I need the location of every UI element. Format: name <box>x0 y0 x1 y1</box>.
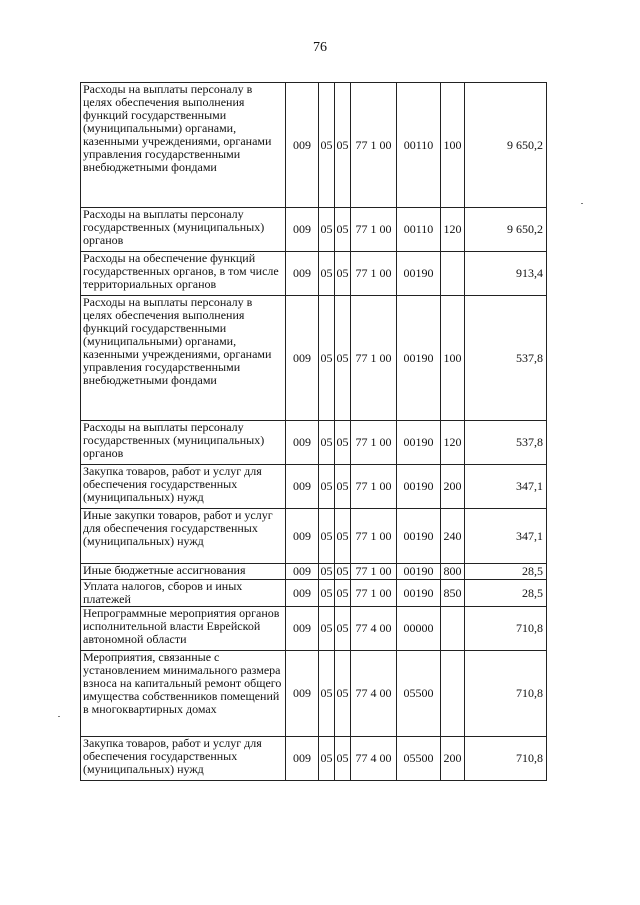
item-name-cell: Мероприятия, связанные с установлением минимального размера взноса на капитальный ремонт общего имущества собственников помещений в многоквартирных домах <box>81 651 286 737</box>
section-code-cell: 05 <box>319 252 335 296</box>
subsection-code-cell: 05 <box>335 296 351 421</box>
direction-code-cell: 00190 <box>397 465 441 509</box>
subsection-code-cell: 05 <box>335 83 351 208</box>
program-code-cell: 77 1 00 <box>351 564 397 580</box>
item-name-cell: Расходы на выплаты персоналу государственных (муниципальных) органов <box>81 421 286 465</box>
table-row <box>81 252 547 296</box>
ministry-code-cell: 009 <box>286 296 319 421</box>
amount-cell: 347,1 <box>465 509 547 564</box>
amount-cell: 347,1 <box>465 465 547 509</box>
expense-type-cell: 240 <box>441 509 465 564</box>
program-code-cell: 77 4 00 <box>351 737 397 781</box>
amount-cell: 9 650,2 <box>465 83 547 208</box>
ministry-code-cell: 009 <box>286 651 319 737</box>
subsection-code-cell: 05 <box>335 421 351 465</box>
amount-cell: 537,8 <box>465 296 547 421</box>
ministry-code-cell: 009 <box>286 580 319 607</box>
table-row <box>81 421 547 465</box>
item-name-cell: Непрограммные мероприятия органов исполнительной власти Еврейской автономной области <box>81 607 286 651</box>
amount-cell: 913,4 <box>465 252 547 296</box>
program-code-cell: 77 1 00 <box>351 465 397 509</box>
table-row <box>81 465 547 509</box>
program-code-cell: 77 1 00 <box>351 421 397 465</box>
item-name-cell: Закупка товаров, работ и услуг для обеспечения государственных (муниципальных) нужд <box>81 737 286 781</box>
program-code-cell: 77 1 00 <box>351 509 397 564</box>
subsection-code-cell: 05 <box>335 208 351 252</box>
ministry-code-cell: 009 <box>286 421 319 465</box>
ministry-code-cell: 009 <box>286 607 319 651</box>
expense-type-cell <box>441 607 465 651</box>
ministry-code-cell: 009 <box>286 737 319 781</box>
ministry-code-cell: 009 <box>286 465 319 509</box>
section-code-cell: 05 <box>319 83 335 208</box>
program-code-cell: 77 1 00 <box>351 296 397 421</box>
section-code-cell: 05 <box>319 607 335 651</box>
direction-code-cell: 00190 <box>397 509 441 564</box>
subsection-code-cell: 05 <box>335 607 351 651</box>
section-code-cell: 05 <box>319 651 335 737</box>
direction-code-cell: 00190 <box>397 580 441 607</box>
direction-code-cell: 00190 <box>397 564 441 580</box>
expense-type-cell: 200 <box>441 737 465 781</box>
expense-type-cell: 120 <box>441 208 465 252</box>
amount-cell: 537,8 <box>465 421 547 465</box>
expense-type-cell: 200 <box>441 465 465 509</box>
direction-code-cell: 00190 <box>397 296 441 421</box>
expense-type-cell: 850 <box>441 580 465 607</box>
direction-code-cell: 00190 <box>397 252 441 296</box>
direction-code-cell: 00000 <box>397 607 441 651</box>
table-row <box>81 564 547 580</box>
section-code-cell: 05 <box>319 737 335 781</box>
item-name-cell: Расходы на обеспечение функций государственных органов, в том числе территориальных органов <box>81 252 286 296</box>
ministry-code-cell: 009 <box>286 509 319 564</box>
table-row <box>81 580 547 607</box>
section-code-cell: 05 <box>319 509 335 564</box>
program-code-cell: 77 4 00 <box>351 607 397 651</box>
expense-type-cell <box>441 252 465 296</box>
amount-cell: 710,8 <box>465 651 547 737</box>
table-row <box>81 651 547 737</box>
expense-type-cell: 100 <box>441 83 465 208</box>
item-name-cell: Иные бюджетные ассигнования <box>81 564 286 580</box>
amount-cell: 710,8 <box>465 737 547 781</box>
program-code-cell: 77 4 00 <box>351 651 397 737</box>
expense-type-cell: 120 <box>441 421 465 465</box>
subsection-code-cell: 05 <box>335 580 351 607</box>
expense-type-cell: 800 <box>441 564 465 580</box>
table-body <box>81 83 547 781</box>
budget-table <box>80 82 547 781</box>
table-row <box>81 509 547 564</box>
program-code-cell: 77 1 00 <box>351 580 397 607</box>
section-code-cell: 05 <box>319 296 335 421</box>
ministry-code-cell: 009 <box>286 83 319 208</box>
direction-code-cell: 05500 <box>397 737 441 781</box>
item-name-cell: Расходы на выплаты персоналу государственных (муниципальных) органов <box>81 208 286 252</box>
direction-code-cell: 00110 <box>397 208 441 252</box>
section-code-cell: 05 <box>320 564 333 578</box>
section-code-cell: 05 <box>319 421 335 465</box>
subsection-code-cell: 05 <box>335 252 351 296</box>
program-code-cell: 77 1 00 <box>351 252 397 296</box>
table-row <box>81 607 547 651</box>
table-row <box>81 83 547 208</box>
table-row <box>81 208 547 252</box>
direction-code-cell: 00190 <box>397 421 441 465</box>
subsection-code-cell: 05 <box>335 465 351 509</box>
program-code-cell: 77 1 00 <box>351 83 397 208</box>
item-name-cell: Иные закупки товаров, работ и услуг для обеспечения государственных (муниципальных) нужд <box>81 509 286 564</box>
subsection-code-cell: 05 <box>335 651 351 737</box>
amount-cell: 28,5 <box>465 564 547 580</box>
subsection-code-cell: 05 <box>335 737 351 781</box>
ministry-code-cell: 009 <box>286 252 319 296</box>
scan-speck <box>58 716 60 717</box>
amount-cell: 28,5 <box>465 580 547 607</box>
item-name-cell: Расходы на выплаты персоналу в целях обеспечения выполнения функций государственными (муниципальными) органами, казенными учреждениями, органами управления государственными внебюджетными фондами <box>81 296 286 421</box>
section-code-cell: 05 <box>319 580 335 607</box>
section-code-cell: 05 <box>319 208 335 252</box>
item-name-cell: Расходы на выплаты персоналу в целях обеспечения выполнения функций государственными (муниципальными) органами, казенными учреждениями, органами управления государственными внебюджетными фондами <box>81 83 286 208</box>
program-code-cell: 77 1 00 <box>351 208 397 252</box>
amount-cell: 9 650,2 <box>465 208 547 252</box>
item-name-cell: Уплата налогов, сборов и иных платежей <box>81 580 286 607</box>
subsection-code-cell: 05 <box>336 564 349 578</box>
subsection-code-cell: 05 <box>335 509 351 564</box>
expense-type-cell: 100 <box>441 296 465 421</box>
table-row <box>81 737 547 781</box>
ministry-code-cell: 009 <box>286 208 319 252</box>
expense-type-cell <box>441 651 465 737</box>
item-name-cell: Закупка товаров, работ и услуг для обеспечения государственных (муниципальных) нужд <box>81 465 286 509</box>
table-row <box>81 296 547 421</box>
direction-code-cell: 05500 <box>397 651 441 737</box>
section-code-cell: 05 <box>319 465 335 509</box>
direction-code-cell: 00110 <box>397 83 441 208</box>
ministry-code-cell: 009 <box>286 564 319 580</box>
amount-cell: 710,8 <box>465 607 547 651</box>
scan-speck <box>581 203 583 204</box>
page-number: 76 <box>313 40 327 55</box>
